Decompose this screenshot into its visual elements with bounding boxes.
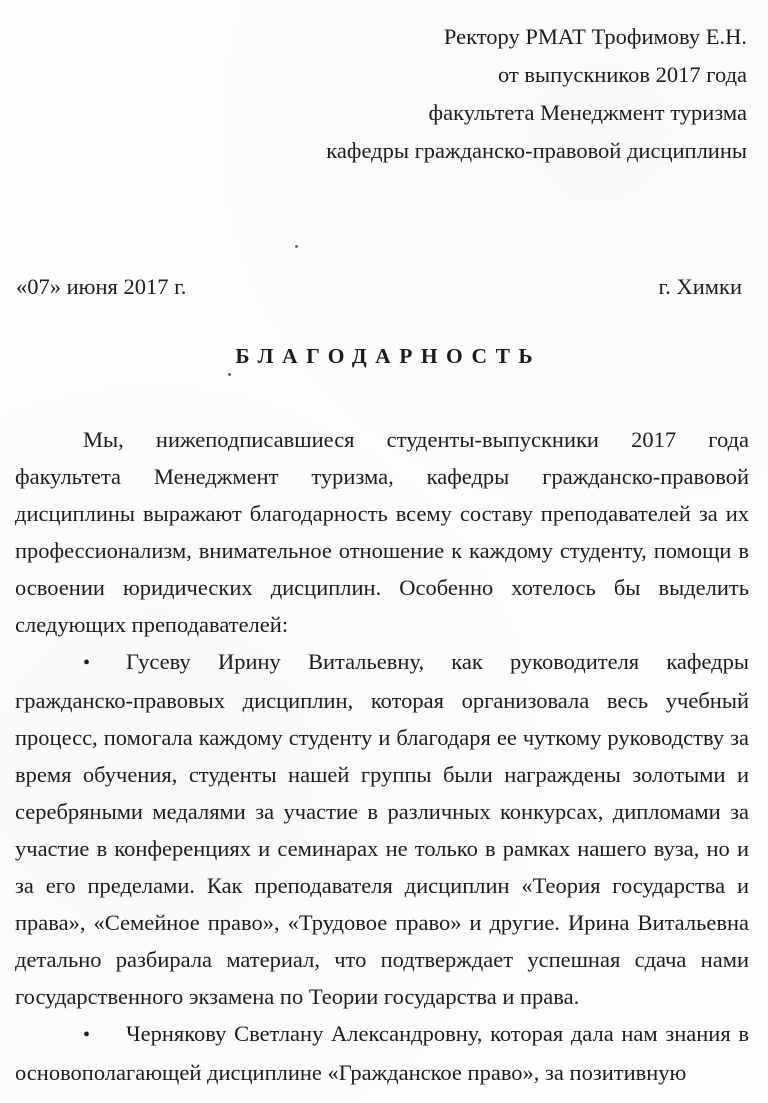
bullet-item-guseva	[15, 643, 749, 1015]
recipient-line-department: кафедры гражданско-правовой дисциплины	[326, 138, 747, 163]
intro-paragraph-text: Мы, нижеподписавшиеся студенты-выпускники 2017 года факультета Менеджмент туризма, кафедры гражданско-правовой дисциплины выражают благодарность всему составу преподавателей за их профессионализм, внимательное отношение к каждому студенту, помощи в освоении юридических дисциплин. Особенно хотелось бы выделить следующих преподавателей:	[15, 427, 749, 637]
recipient-block	[0, 0, 768, 170]
bullet-icon: •	[83, 652, 91, 674]
document-date: «07» июня 2017 г.	[16, 274, 187, 299]
document-body	[0, 421, 768, 1091]
bullet-item-chernyakova-text: Чернякову Светлану Александровну, которая дала нам знания в основополагающей дисциплине «Гражданское право», за позитивную	[15, 1021, 749, 1085]
bullet-icon: •	[83, 1024, 91, 1046]
document-title: БЛАГОДАРНОСТЬ	[235, 344, 542, 368]
dateline	[0, 272, 768, 302]
bullet-item-chernyakova	[15, 1015, 749, 1091]
bullet-item-guseva-text: Гусеву Ирину Витальевну, как руководителя кафедры гражданско-правовых дисциплин, которая организовала весь учебный процесс, помогала каждому студенту и благодаря ее чуткому руководству за время обучения, студенты нашей группы были награждены золотыми и серебряными медалями за участие в различных конкурсах, дипломами за участие в конференциях и семинарах не только в рамках нашего вуза, но и за его пределами. Как преподавателя дисциплин «Теория государства и права», «Семейное право», «Трудовое право» и другие. Ирина Витальевна детально разбирала материал, что подтверждает успешная сдача нами государственного экзамена по Теории государства и права.	[15, 649, 749, 1009]
document-place: г. Химки	[658, 274, 742, 299]
recipient-line-rector: Ректору РМАТ Трофимову Е.Н.	[443, 24, 747, 49]
recipient-line-faculty: факультета Менеджмент туризма	[428, 100, 747, 125]
scan-artifact-dot	[295, 245, 298, 248]
intro-paragraph	[15, 421, 749, 643]
recipient-line-from: от выпускников 2017 года	[497, 62, 747, 87]
scan-artifact-dot	[228, 373, 231, 376]
